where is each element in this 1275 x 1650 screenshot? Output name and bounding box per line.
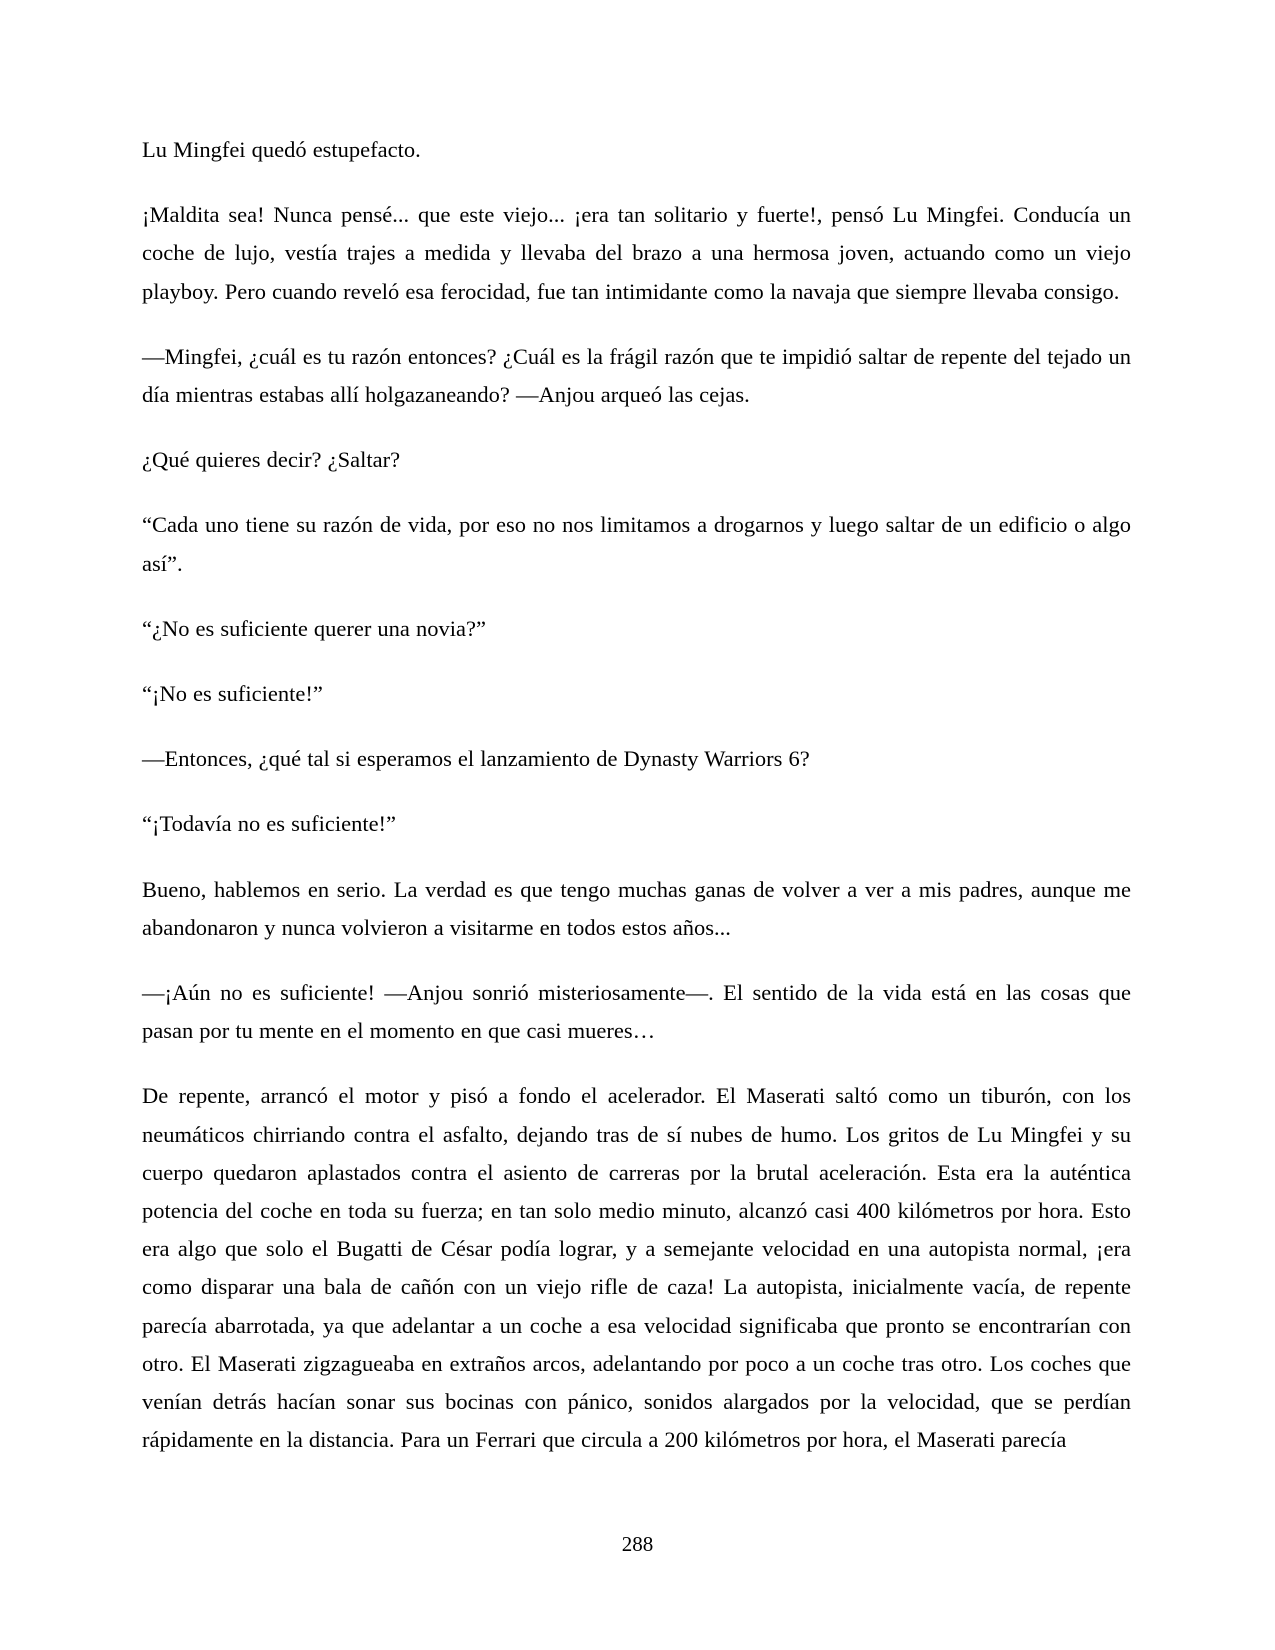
paragraph: “¡Todavía no es suficiente!” [142,811,397,837]
paragraph: “¿No es suficiente querer una novia?” [142,615,486,641]
paragraph: Lu Mingfei quedó estupefacto. [142,137,421,162]
paragraph: De repente, arrancó el motor y pisó a fondo el acelerador. El Maserati saltó como un tiburón, con los neumáticos chirriando contra el asfalto, dejando tras de sí nubes de humo. Los gritos de Lu Mingfei y su cuerpo quedaron aplastados contra el asiento de carreras por la brutal aceleración. Esta era la auténtica potencia del coche en toda su fuerza; en tan solo medio minuto, alcanzó casi 400 kilómetros por hora. Esto era algo que solo el Bugatti de César podía lograr, y a semejante velocidad en una autopista normal, ¡era como disparar una bala de cañón con un viejo rifle de caza! La autopista, inicialmente vacía, de repente parecía abarrotada, ya que adelantar a un coche a esa velocidad significaba que pronto se encontrarían con otro. El Maserati zigzagueaba en extraños arcos, adelantando por poco a un coche tras otro. Los coches que venían detrás hacían sonar sus bocinas con pánico, sonidos alargados por la velocidad, que se perdían rápidamente en la distancia. Para un Ferrari que circula a 200 kilómetros por hora, el Maserati parecía [142,1083,1131,1453]
paragraph: “Cada uno tiene su razón de vida, por eso no nos limitamos a drogarnos y luego saltar de un edificio o algo así”. [142,512,1131,576]
paragraph: ¿Qué quieres decir? ¿Saltar? [142,447,401,473]
body-text-column [142,131,1131,1459]
paragraph: Bueno, hablemos en serio. La verdad es que tengo muchas ganas de volver a ver a mis padres, aunque me abandonaron y nunca volvieron a visitarme en todos estos años... [142,876,1131,940]
paragraph: —¡Aún no es suficiente! —Anjou sonrió misteriosamente—. El sentido de la vida está en las cosas que pasan por tu mente en el momento en que casi mueres… [142,980,1131,1044]
paragraph: —Entonces, ¿qué tal si esperamos el lanzamiento de Dynasty Warriors 6? [142,746,810,772]
paragraph: —Mingfei, ¿cuál es tu razón entonces? ¿Cuál es la frágil razón que te impidió saltar de repente del tejado un día mientras estabas allí holgazaneando? —Anjou arqueó las cejas. [142,343,1131,408]
page-number: 288 [621,1532,654,1556]
paragraph: ¡Maldita sea! Nunca pensé... que este viejo... ¡era tan solitario y fuerte!, pensó Lu Mingfei. Conducía un coche de lujo, vestía trajes a medida y llevaba del brazo a una hermosa joven, actuando como un viejo playboy. Pero cuando reveló esa ferocidad, fue tan intimidante como la navaja que siempre llevaba consigo. [142,202,1131,304]
paragraph: “¡No es suficiente!” [142,681,323,707]
